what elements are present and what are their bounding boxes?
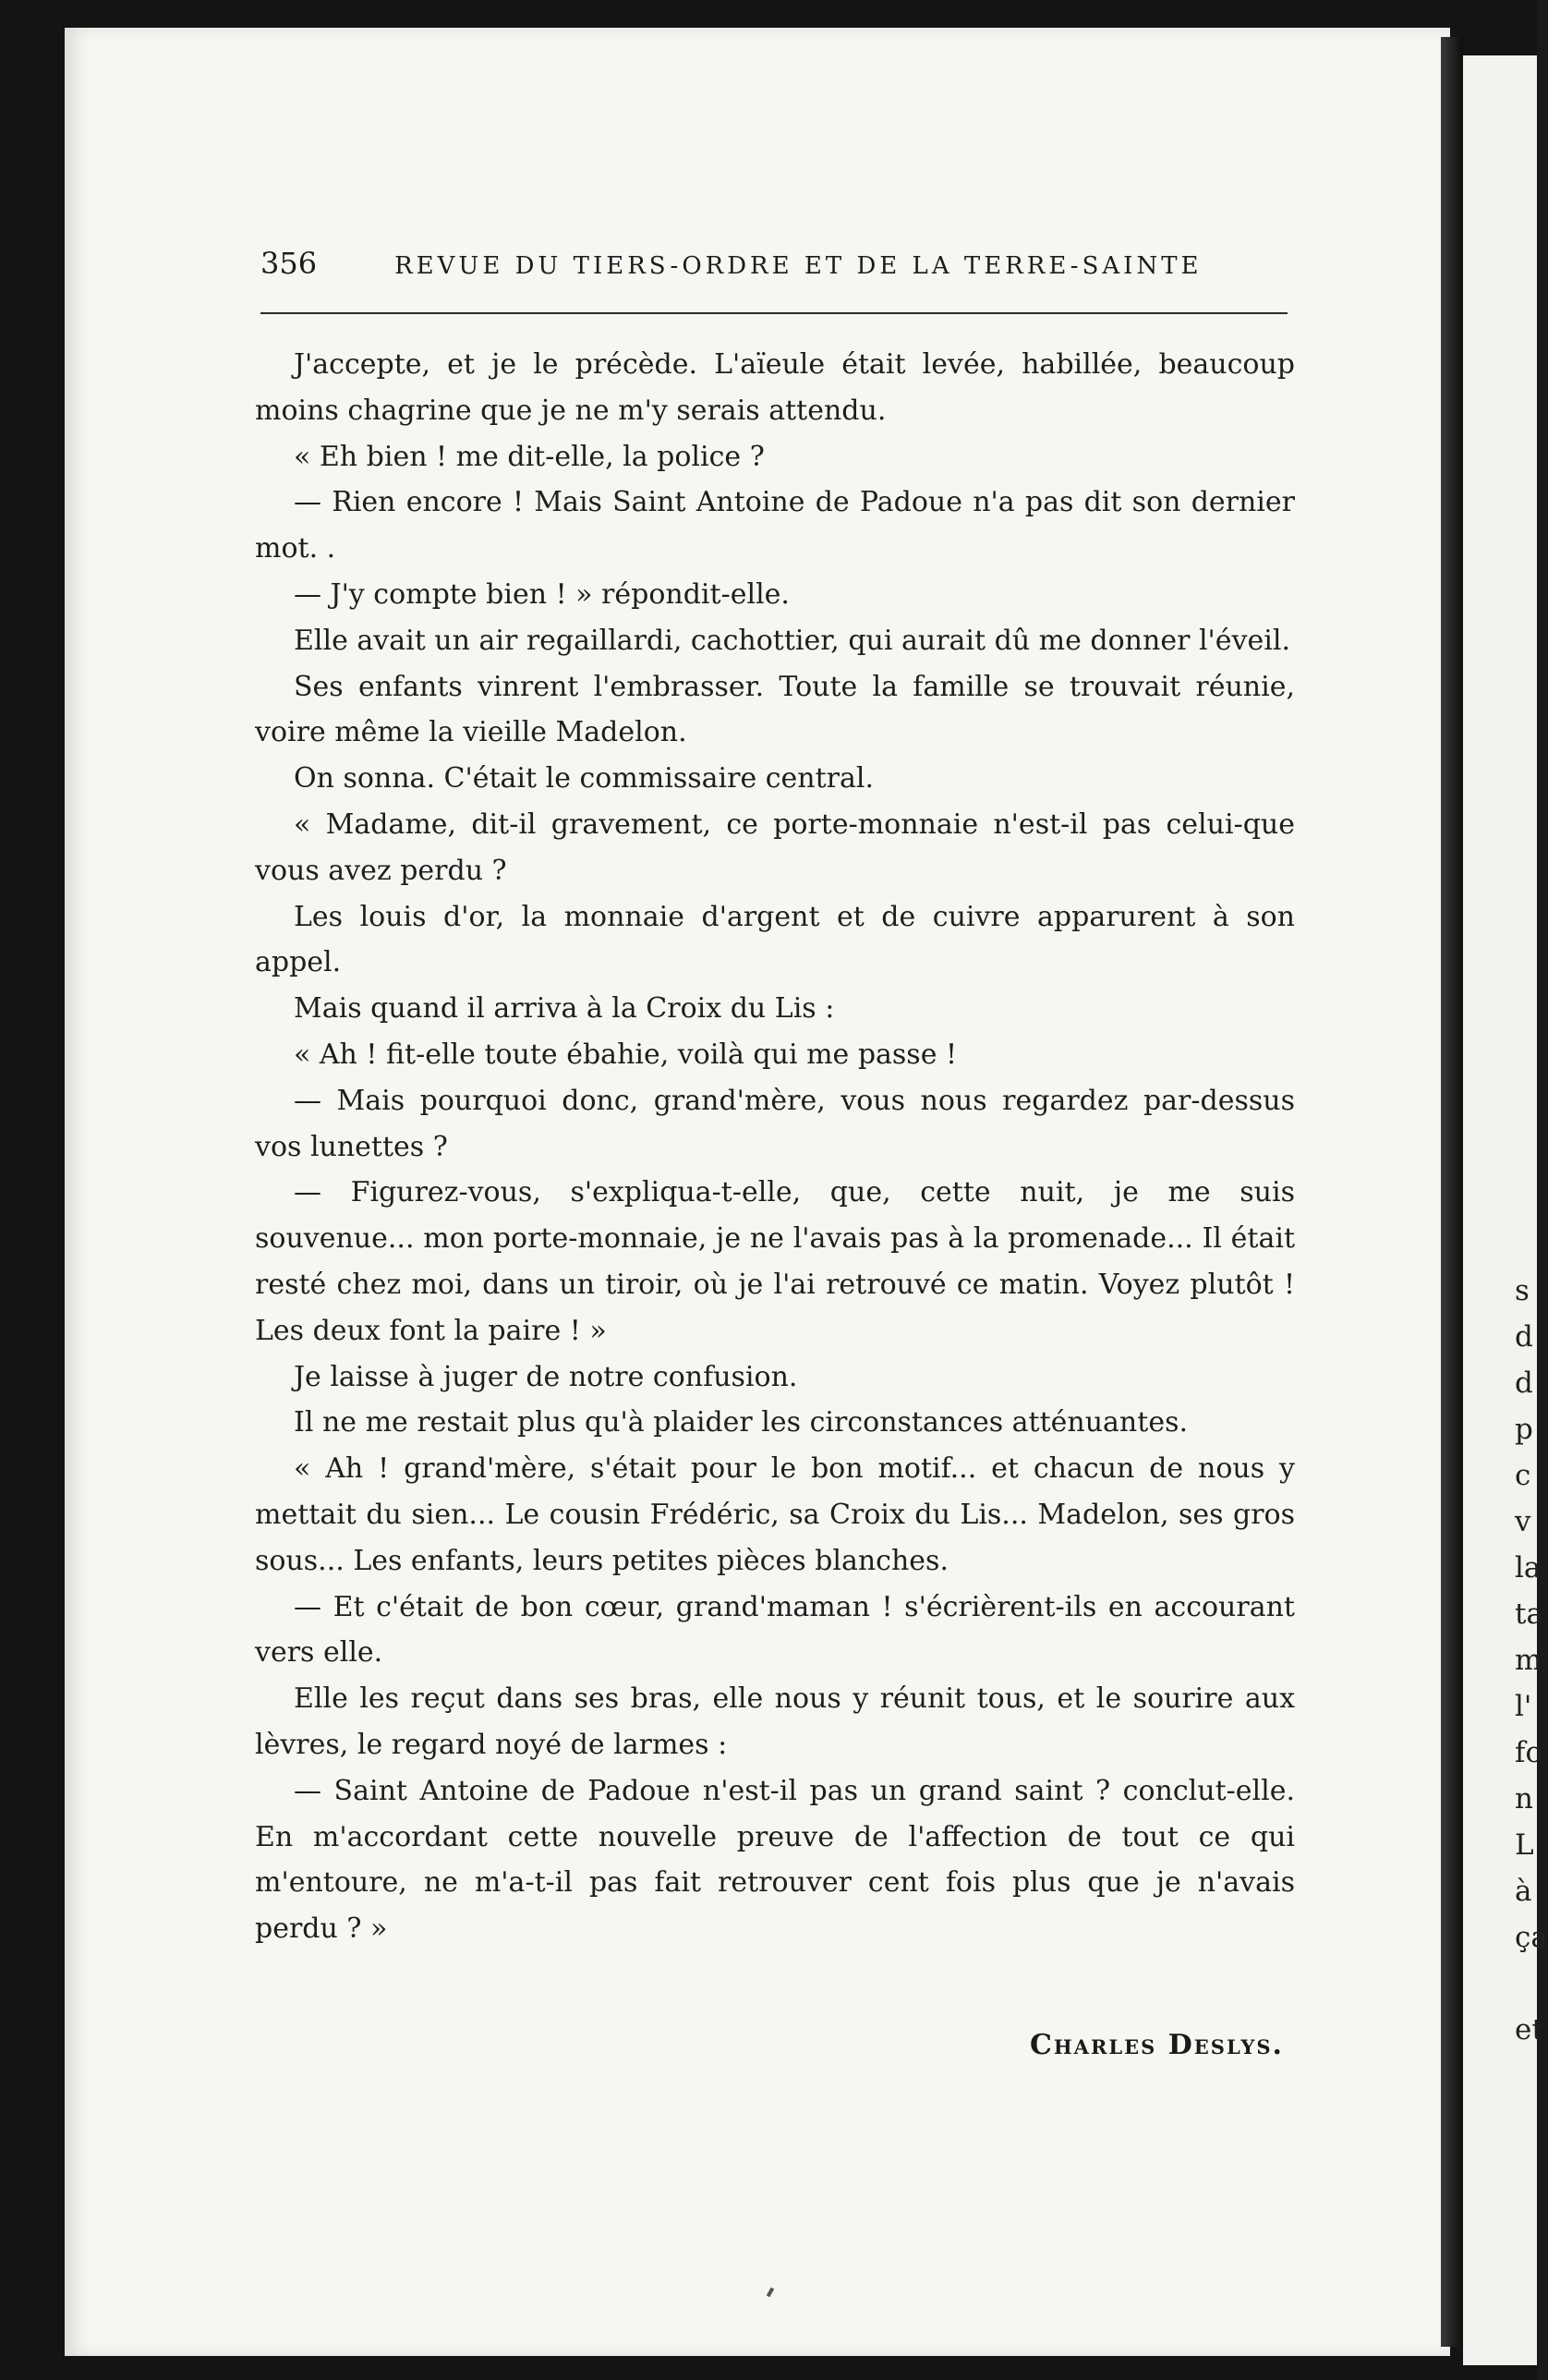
facing-page-fragment: p bbox=[1515, 1413, 1533, 1446]
facing-page-fragment: m bbox=[1515, 1644, 1542, 1677]
paragraph: Je laisse à juger de notre confusion. bbox=[294, 1360, 798, 1393]
paragraph: — Figurez-vous, s'expliqua-t-elle, que, cette nuit, je me suis souvenue... mon porte-monnaie, je ne l'avais pas à la promenade... Il était resté chez moi, dans un tiroir, où je l'ai retrouvé ce matin. Voyez plutôt ! Les deux font la paire ! » bbox=[255, 1176, 1295, 1347]
facing-page-fragment: ça bbox=[1515, 1921, 1548, 1954]
paragraph: On sonna. C'était le commissaire central. bbox=[294, 762, 875, 795]
paragraph: « Ah ! grand'mère, s'était pour le bon motif... et chacun de nous y mettait du sien... Le cousin Frédéric, sa Croix du Lis... Madelon, ses gros sous... Les enfants, leurs petites pièces blanches. bbox=[255, 1452, 1295, 1577]
paragraph: J'accepte, et je le précède. L'aïeule était levée, habillée, beaucoup moins chagrine que je ne m'y serais attendu. bbox=[255, 348, 1295, 427]
author-signature: Charles Deslys. bbox=[1029, 2029, 1284, 2061]
paragraph: « Ah ! fit-elle toute ébahie, voilà qui me passe ! bbox=[294, 1038, 958, 1071]
paragraph: « Eh bien ! me dit-elle, la police ? bbox=[294, 440, 765, 473]
running-title: REVUE DU TIERS-ORDRE ET DE LA TERRE-SAINTE bbox=[394, 252, 1203, 280]
facing-page-fragment: v bbox=[1515, 1505, 1531, 1538]
facing-page-fragment: n bbox=[1515, 1782, 1533, 1815]
page-header bbox=[260, 246, 1288, 281]
paragraph: — Et c'était de bon cœur, grand'maman ! s'écrièrent-ils en accourant vers elle. bbox=[255, 1590, 1295, 1670]
paragraph: — Mais pourquoi donc, grand'mère, vous nous regardez par-dessus vos lunettes ? bbox=[255, 1084, 1295, 1163]
facing-page-fragment: c bbox=[1515, 1459, 1531, 1492]
facing-page-fragment: à bbox=[1515, 1875, 1532, 1908]
facing-page-fragment: l' bbox=[1515, 1690, 1532, 1723]
facing-page-fragment: d bbox=[1515, 1320, 1533, 1354]
facing-page-fragment: ta bbox=[1515, 1597, 1543, 1631]
book-gutter bbox=[1441, 37, 1463, 2347]
paragraph: Ses enfants vinrent l'embrasser. Toute la famille se trouvait réunie, voire même la vieille Madelon. bbox=[255, 670, 1295, 749]
paragraph: Les louis d'or, la monnaie d'argent et de cuivre apparurent à son appel. bbox=[255, 900, 1295, 979]
article-body bbox=[255, 342, 1295, 1952]
paragraph: — Rien encore ! Mais Saint Antoine de Padoue n'a pas dit son dernier mot. . bbox=[255, 486, 1295, 565]
facing-page-fragment: et bbox=[1515, 2013, 1543, 2046]
paragraph: « Madame, dit-il gravement, ce porte-monnaie n'est-il pas celui-que vous avez perdu ? bbox=[255, 808, 1295, 887]
facing-page-fragment: L bbox=[1515, 1828, 1534, 1862]
facing-page-fragment: la bbox=[1515, 1551, 1542, 1585]
paragraph: — J'y compte bien ! » répondit-elle. bbox=[294, 577, 790, 611]
paragraph: Elle avait un air regaillardi, cachottier, qui aurait dû me donner l'éveil. bbox=[294, 624, 1290, 657]
paragraph: — Saint Antoine de Padoue n'est-il pas un grand saint ? conclut-elle. En m'accordant cette nouvelle preuve de l'affection de tout ce qui m'entoure, ne m'a-t-il pas fait retrouver cent fois plus que je n'avais perdu ? » bbox=[255, 1774, 1295, 1946]
page-number: 356 bbox=[260, 246, 318, 281]
paragraph: Elle les reçut dans ses bras, elle nous y réunit tous, et le sourire aux lèvres, le regard noyé de larmes : bbox=[255, 1682, 1295, 1761]
facing-page-fragment: fo bbox=[1515, 1736, 1543, 1769]
paragraph: Il ne me restait plus qu'à plaider les circonstances atténuantes. bbox=[294, 1406, 1188, 1439]
facing-page-text-fragments bbox=[1515, 1268, 1548, 2053]
paragraph: Mais quand il arriva à la Croix du Lis : bbox=[294, 992, 835, 1026]
facing-page-fragment: d bbox=[1515, 1366, 1533, 1400]
facing-page-fragment: s bbox=[1515, 1274, 1530, 1307]
header-rule bbox=[260, 312, 1288, 314]
